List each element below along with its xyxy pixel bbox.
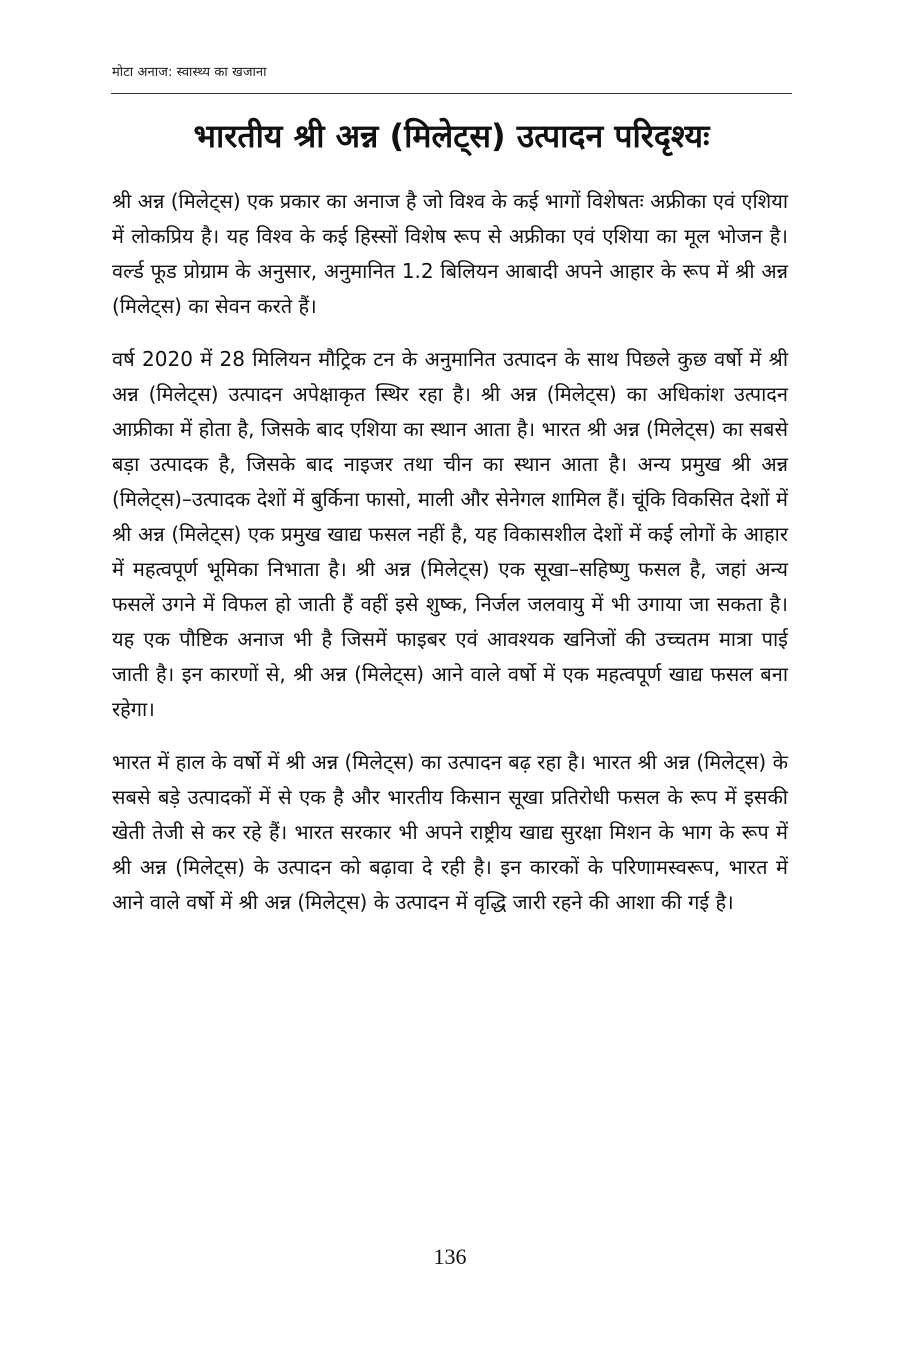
- paragraph-3: भारत में हाल के वर्षो में श्री अन्न (मिलेट्स) का उत्पादन बढ़ रहा है। भारत श्री अन्न (मिलेट्स) के सबसे बड़े उत्पादकों में से एक है और भारतीय किसान सूखा प्रतिरोधी फसल के रूप में इसकी खेती तेजी से कर रहे हैं। भारत सरकार भी अपने राष्ट्रीय खाद्य सुरक्षा मिशन के भाग के रूप में श्री अन्न (मिलेट्स) के उत्पादन को बढ़ावा दे रही है। इन कारकों के परिणामस्वरूप, भारत में आने वाले वर्षो में श्री अन्न (मिलेट्स) के उत्पादन में वृद्धि जारी रहने की आशा की गई है।: [112, 750, 788, 914]
- page-number: 136: [433, 1244, 467, 1269]
- page-title: भारतीय श्री अन्न (मिलेट्स) उत्पादन परिदृश्यः: [193, 117, 710, 155]
- running-header: मोटा अनाज: स्वास्थ्य का खजाना: [112, 65, 267, 80]
- header-divider: [111, 93, 792, 94]
- paragraph-1: श्री अन्न (मिलेट्स) एक प्रकार का अनाज है जो विश्व के कई भागों विशेषतः अफ्रीका एवं एशिया में लोकप्रिय है। यह विश्व के कई हिस्सों विशेष रूप से अफ्रीका एवं एशिया का मूल भोजन है। वर्ल्ड फूड प्रोग्राम के अनुसार, अनुमानित 1.2 बिलियन आबादी अपने आहार के रूप में श्री अन्न (मिलेट्स) का सेवन करते हैं।: [112, 189, 789, 318]
- paragraph-2: वर्ष 2020 में 28 मिलियन मौट्रिक टन के अनुमानित उत्पादन के साथ पिछले कुछ वर्षो में श्री अन्न (मिलेट्स) उत्पादन अपेक्षाकृत स्थिर रहा है। श्री अन्न (मिलेट्स) का अधिकांश उत्पादन आफ्रीका में होता है, जिसके बाद एशिया का स्थान आता है। भारत श्री अन्न (मिलेट्स) का सबसे बड़ा उत्पादक है, जिसके बाद नाइजर तथा चीन का स्थान आता है। अन्य प्रमुख श्री अन्न (मिलेट्स)–उत्पादक देशों में बुर्किना फासो, माली और सेनेगल शामिल हैं। चूंकि विकसित देशों में श्री अन्न (मिलेट्स) एक प्रमुख खाद्य फसल नहीं है, यह विकासशील देशों में कई लोगों के आहार में महत्वपूर्ण भूमिका निभाता है। श्री अन्न (मिलेट्स) एक सूखा–सहिष्णु फसल है, जहां अन्य फसलें उगने में विफल हो जाती हैं वहीं इसे शुष्क, निर्जल जलवायु में भी उगाया जा सकता है। यह एक पौष्टिक अनाज भी है जिसमें फाइबर एवं आवश्यक खनिजों की उच्चतम मात्रा पाई जाती है। इन कारणों से, श्री अन्न (मिलेट्स) आने वाले वर्षो में एक महत्वपूर्ण खाद्य फसल बना रहेगा।: [112, 347, 788, 721]
- body-text: [112, 184, 788, 938]
